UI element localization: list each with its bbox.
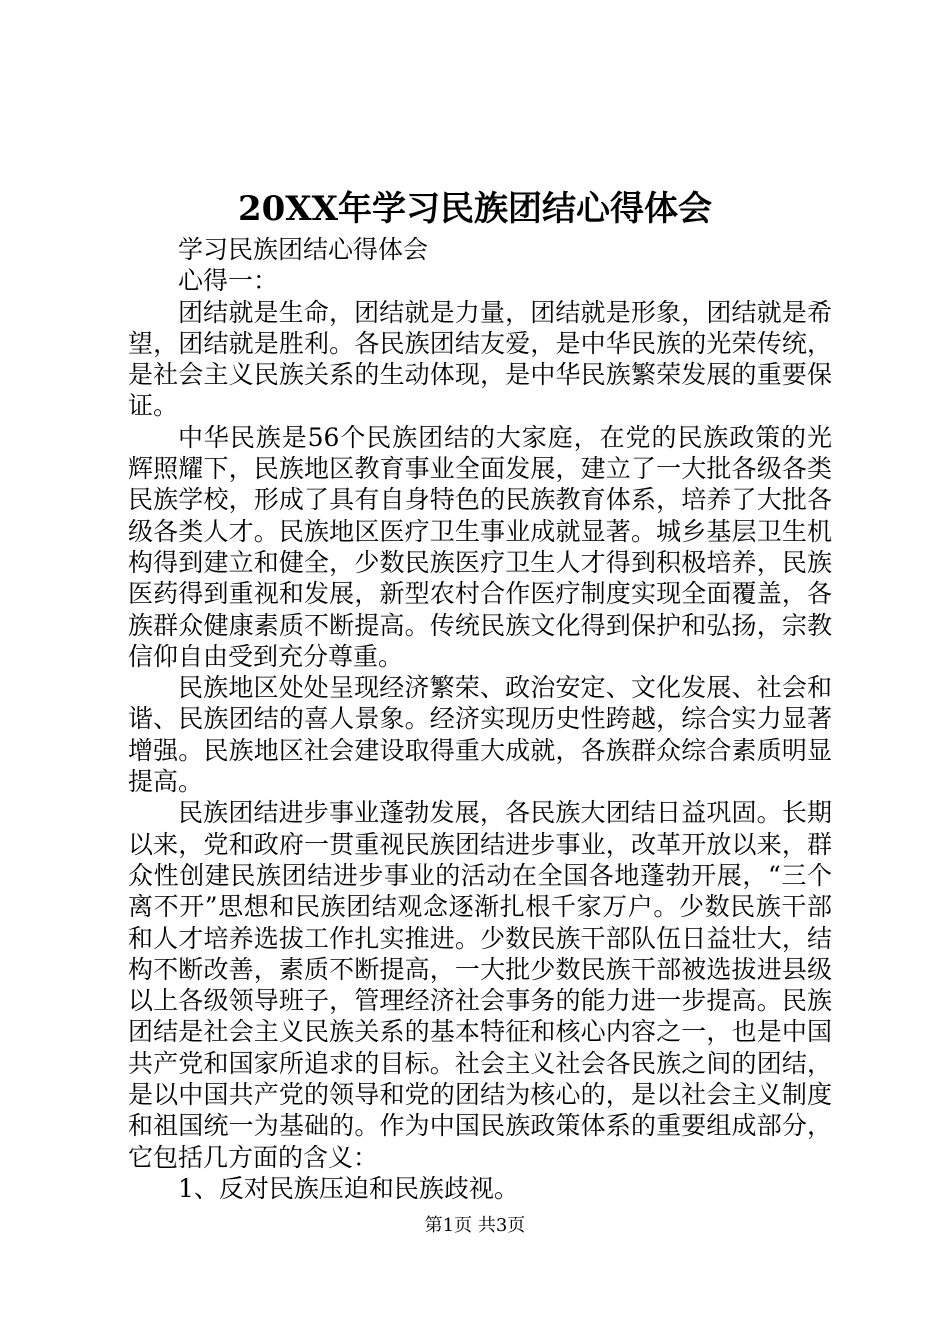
paragraph-4: 民族团结进步事业蓬勃发展，各民族大团结日益巩固。长期以来，党和政府一贯重视民族团结进步事业，改革开放以来，群众性创建民族团结进步事业的活动在全国各地蓬勃开展，“三个离不开”思想和民族团结观念逐渐扎根千家万户。少数民族干部和人才培养选拔工作扎实推进。少数民族干部队伍日益壮大，结构不断改善，素质不断提高，一大批少数民族干部被选拔进县级以上各级领导班子，管理经济社会事务的能力进一步提高。民族团结是社会主义民族关系的基本特征和核心内容之一，也是中国共产党和国家所追求的目标。社会主义社会各民族之间的团结，是以中国共产党的领导和党的团结为核心的，是以社会主义制度和祖国统一为基础的。作为中国民族政策体系的重要组成部分，它包括几方面的含义： <box>128 798 832 1172</box>
document-body <box>128 234 832 1204</box>
subtitle-line: 学习民族团结心得体会 <box>178 235 429 264</box>
list-item-1: 1、反对民族压迫和民族歧视。 <box>178 1173 519 1203</box>
paragraph-3: 民族地区处处呈现经济繁荣、政治安定、文化发展、社会和谐、民族团结的喜人景象。经济实现历史性跨越，综合实力显著增强。民族地区社会建设取得重大成就，各族群众综合素质明显提高。 <box>128 673 832 797</box>
document-title: 20XX年学习民族团结心得体会 <box>237 189 713 229</box>
paragraph-1: 团结就是生命，团结就是力量，团结就是形象，团结就是希望，团结就是胜利。各民族团结友爱，是中华民族的光荣传统，是社会主义民族关系的生动体现，是中华民族繁荣发展的重要保证。 <box>128 297 832 421</box>
page-footer: 第1页 共3页 <box>424 1215 526 1236</box>
paragraph-2: 中华民族是56个民族团结的大家庭，在党的民族政策的光辉照耀下，民族地区教育事业全面发展，建立了一大批各级各类民族学校，形成了具有自身特色的民族教育体系，培养了大批各级各类人才。民族地区医疗卫生事业成就显著。城乡基层卫生机构得到建立和健全，少数民族医疗卫生人才得到积极培养，民族医药得到重视和发展，新型农村合作医疗制度实现全面覆盖，各族群众健康素质不断提高。传统民族文化得到保护和弘扬，宗教信仰自由受到充分尊重。 <box>128 422 832 671</box>
section-label: 心得一： <box>178 266 279 296</box>
